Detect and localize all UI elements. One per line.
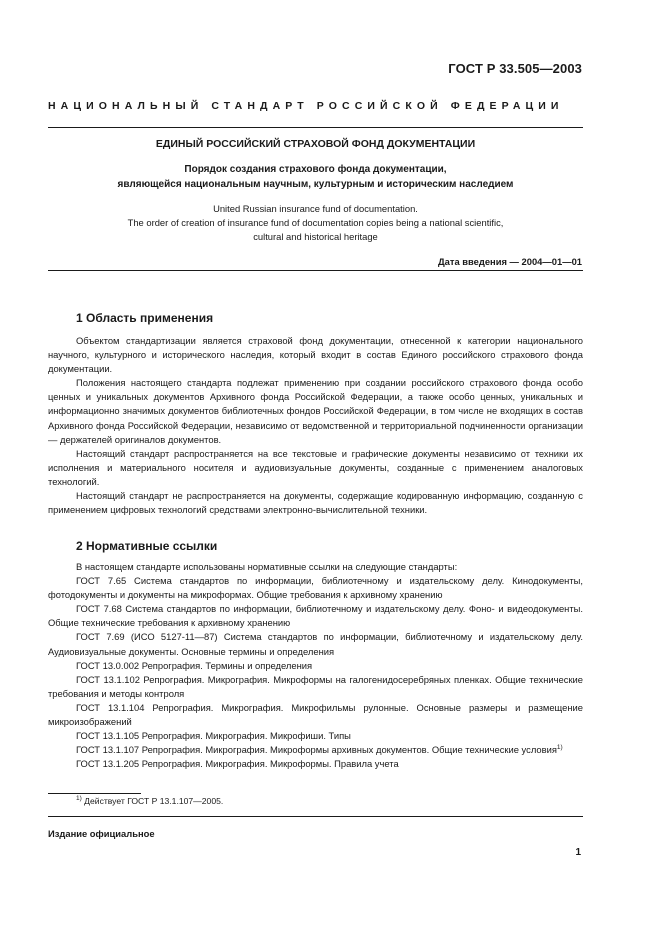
english-title — [48, 202, 583, 244]
paragraph: Настоящий стандарт не распространяется на документы, содержащие кодированную информацию, созданную с применением цифровых технологий средствами электронно-вычислительной техники. — [48, 490, 583, 516]
english-title-line: cultural and historical heritage — [253, 231, 378, 242]
national-standard-banner: НАЦИОНАЛЬНЫЙ СТАНДАРТ РОССИЙСКОЙ ФЕДЕРАЦИИ — [48, 100, 564, 112]
section-heading-scope: 1 Область применения — [76, 311, 214, 325]
reference-item: ГОСТ 13.1.205 Репрография. Микрография. Микроформы. Правила учета — [76, 758, 399, 770]
paragraph: Объектом стандартизации является страховой фонд документации, отнесенной к категории национального научного, культурного и исторического наследия, который входит в состав Единого российского страхового фонда документации. — [48, 335, 583, 375]
footnote-marker: 1) — [556, 744, 563, 752]
reference-item: ГОСТ 13.1.105 Репрография. Микрография. Микрофиши. Типы — [76, 730, 351, 742]
footnote-mark: 1) — [76, 795, 82, 802]
page-number: 1 — [575, 847, 581, 858]
reference-item: ГОСТ 13.1.102 Репрография. Микрография. Микроформы на галогенидосеребряных пленках. Общие технические требования и методы контроля — [48, 673, 583, 699]
subtitle-line: Порядок создания страхового фонда документации, — [184, 164, 447, 175]
introduction-date: Дата введения — 2004—01—01 — [437, 256, 582, 267]
reference-item: ГОСТ 7.68 Система стандартов по информации, библиотечному и издательскому делу. Фоно- и видеодокументы. Общие технические требования к архивному хранению — [48, 603, 583, 629]
footnote-rule — [48, 793, 141, 794]
english-title-line: The order of creation of insurance fund of documentation copies being a national scientific, — [127, 217, 504, 228]
footnote-text: Действует ГОСТ Р 13.1.107—2005. — [81, 796, 224, 806]
reference-item-with-footnote — [48, 743, 583, 757]
header-rule — [48, 127, 583, 128]
paragraph: Настоящий стандарт распространяется на все текстовые и графические документы независимо от техники их исполнения и материального носителя и аудиовизуальные документы, созданные с применением аналоговых технологий. — [48, 447, 583, 487]
reference-text: ГОСТ 13.1.107 Репрография. Микрография. Микроформы архивных документов. Общие технические условия — [76, 744, 557, 756]
reference-item: ГОСТ 13.0.002 Репрография. Термины и определения — [76, 659, 313, 671]
edition-label: Издание официальное — [48, 828, 155, 839]
subtitle-line: являющейся национальным научным, культурным и историческим наследием — [117, 179, 514, 190]
english-title-line: United Russian insurance fund of documentation. — [213, 203, 418, 214]
footnote — [76, 796, 223, 806]
reference-item: ГОСТ 13.1.104 Репрография. Микрография. Микрофильмы рулонные. Основные размеры и размещение микроизображений — [48, 701, 583, 728]
paragraph: Положения настоящего стандарта подлежат применению при создании российского страхового фонда особо ценных и уникальных документов Архивного фонда Российской Федерации, а также особо ценных, уникальных и информационно значимых документов библиотечных фондов Российской Федерации, в том числе не входящих в состав Архивного фонда Российской Федерации, независимо от ведомственной и территориальной подчиненности организации — держателей оригиналов документов. — [48, 377, 583, 445]
title-rule — [48, 270, 583, 271]
document-subtitle — [48, 162, 583, 192]
reference-item: ГОСТ 7.65 Система стандартов по информации, библиотечному и издательскому делу. Кинодокументы, фотодокументы и документы на микроформах. Общие требования к архивному хранению — [48, 575, 583, 601]
paragraph: В настоящем стандарте использованы нормативные ссылки на следующие стандарты: — [76, 561, 458, 572]
reference-item: ГОСТ 7.69 (ИСО 5127-11—87) Система стандартов по информации, библиотечному и издательскому делу. Аудиовизуальные документы. Основные термины и определения — [48, 631, 583, 657]
footer-rule — [48, 816, 583, 817]
document-title: ЕДИНЫЙ РОССИЙСКИЙ СТРАХОВОЙ ФОНД ДОКУМЕНТАЦИИ — [155, 138, 476, 150]
section-references-body — [48, 560, 583, 771]
section-scope-body — [48, 334, 583, 517]
section-heading-references: 2 Нормативные ссылки — [76, 539, 218, 553]
document-code: ГОСТ Р 33.505—2003 — [448, 61, 582, 76]
